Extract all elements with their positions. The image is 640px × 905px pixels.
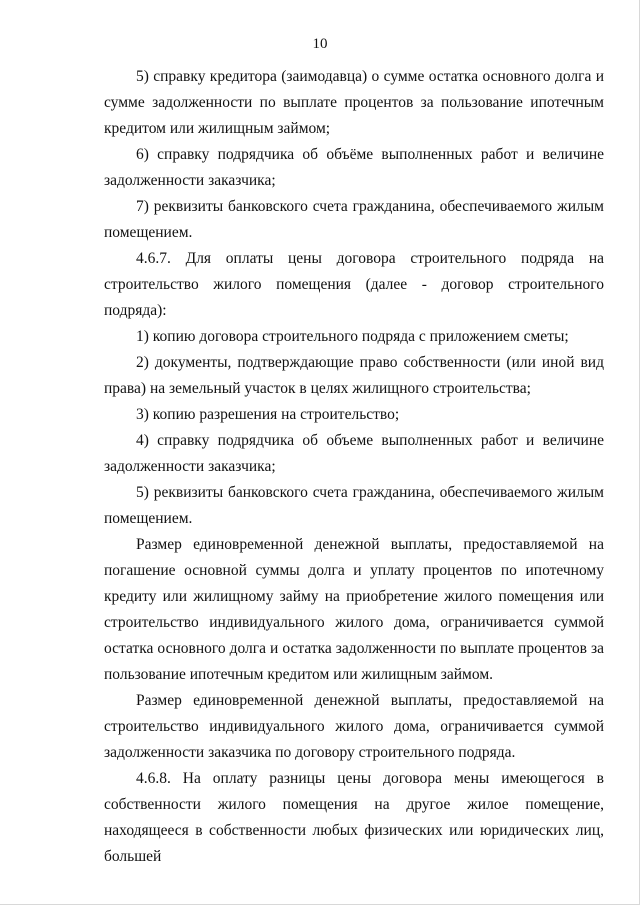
- paragraph-payment-limit-construction: Размер единовременной денежной выплаты, предоставляемой на строительство индивидуального жилого дома, ограничивается суммой задолженности заказчика по договору строительного подряда.: [104, 692, 604, 761]
- paragraph-item-5-bank-details: 5) реквизиты банковского счета гражданина, обеспечиваемого жилым помещением.: [104, 484, 604, 527]
- paragraph-section-4-6-8: 4.6.8. На оплату разницы цены договора мены имеющегося в собственности жилого помещения на другое жилое помещение, находящееся в собственности любых физических или юридических лиц, большей: [104, 770, 604, 865]
- paragraph-item-6-contractor-certificate: 6) справку подрядчика об объёме выполненных работ и величине задолженности заказчика;: [104, 146, 604, 189]
- paragraph-section-4-6-7: 4.6.7. Для оплаты цены договора строительного подряда на строительство жилого помещения (далее - договор строительного подряда):: [104, 250, 604, 319]
- paragraph-payment-limit-mortgage: Размер единовременной денежной выплаты, предоставляемой на погашение основной суммы долга и уплату процентов по ипотечному кредиту или жилищному займу на приобретение жилого помещения или строительство индивидуального жилого дома, ограничивается суммой остатка основного долга и остатка задолженности по выплате процентов за пользование ипотечным кредитом или жилищным займом.: [104, 536, 604, 683]
- document-body: [104, 64, 604, 870]
- paragraph-item-3-building-permit: 3) копию разрешения на строительство;: [136, 406, 400, 423]
- paragraph-item-7-bank-details: 7) реквизиты банковского счета гражданина, обеспечиваемого жилым помещением.: [104, 198, 604, 241]
- paragraph-item-4-contractor-certificate: 4) справку подрядчика об объеме выполненных работ и величине задолженности заказчика;: [104, 432, 604, 475]
- page-number: 10: [312, 36, 328, 52]
- paragraph-item-5-creditor-certificate: 5) справку кредитора (заимодавца) о сумме остатка основного долга и сумме задолженности по выплате процентов за пользование ипотечным кредитом или жилищным займом;: [104, 68, 604, 137]
- paragraph-item-2-ownership-documents: 2) документы, подтверждающие право собственности (или иной вид права) на земельный участок в целях жилищного строительства;: [104, 354, 604, 397]
- paragraph-item-1-contract-copy: 1) копию договора строительного подряда с приложением сметы;: [136, 328, 569, 345]
